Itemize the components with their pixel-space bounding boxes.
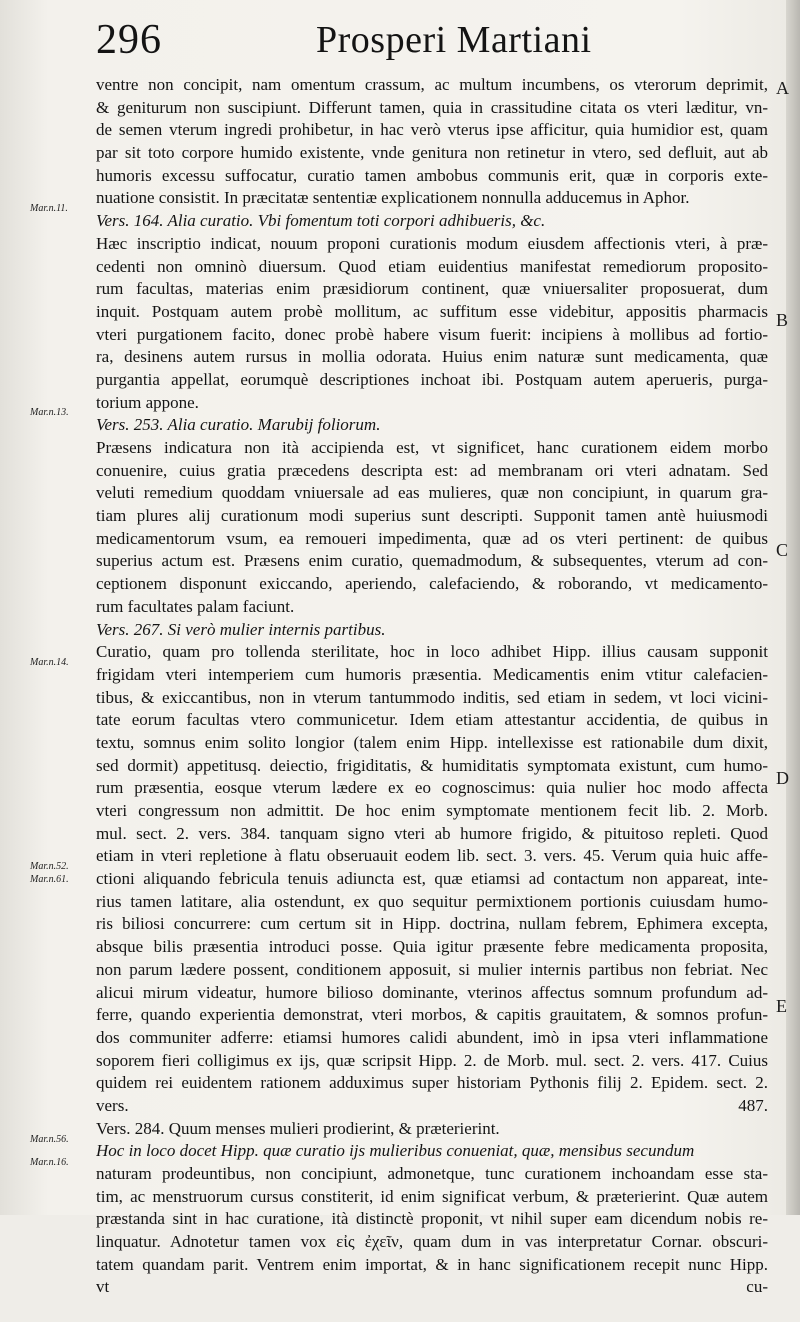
text-line: absque bilis præsentia introduci posse. Quia igitur præsente febre medicamenta proposita,: [96, 937, 768, 957]
margin-note: Mar.n.52.: [30, 861, 69, 872]
text-line: alicui mirum videatur, humore bilioso dominante, vterinos affectus somnum profundum ad-: [96, 982, 768, 1002]
text-line: medicamentorum vsum, ea remoueri impedimenta, quæ ad os vteri pertinent: de quibus: [96, 528, 768, 548]
text-line: nuatione consistit. In præcitatæ sententiæ explicationem nonnulla adducemus in Aphor.: [96, 188, 690, 208]
text-line: tatem quandam parit. Ventrem enim importat, & in hanc significationem recepit nunc Hipp.: [96, 1254, 768, 1274]
text-line: rius tamen latitare, alia ostendunt, ex quo sequitur permixtionem portionis cuiusdam humo-: [96, 891, 768, 911]
text-line: ceptionem disponunt exiccando, aperiendo, calefaciendo, & roborando, vt medicamento-: [96, 574, 768, 594]
text-line: veluti remedium quoddam vniuersale ad eas mulieres, quæ non concipiunt, in quarum gra-: [96, 483, 768, 503]
text-line: ra, desinens autem rursus in mollia odorata. Huius enim naturæ sunt medicamenta, quæ: [96, 347, 768, 367]
text-line: sed dormit) appetitusq. deiectio, frigiditatis, & humiditatis symptomata existunt, cum humo-: [96, 755, 768, 775]
lemma-heading: Vers. 164. Alia curatio. Vbi fomentum toti corpori adhibueris, &c.: [96, 211, 546, 231]
lemma-heading: Vers. 253. Alia curatio. Marubij foliorum.: [96, 415, 381, 435]
text-line: præstanda sint in hac curatione, ità distinctè proponit, vt nihil super eam dicendum nobis re-: [96, 1209, 768, 1229]
text-line: superius actum est. Præsens enim curatio, quemadmodum, & subsequentes, vterum ad con-: [96, 551, 768, 571]
lemma-heading: Vers. 267. Si verò mulier internis partibus.: [96, 619, 386, 639]
text-line: rum præsentia, eosque vterum lædere ex eo cognoscimus: quia nulier hoc modo affecta: [96, 778, 768, 798]
running-head: [96, 12, 766, 68]
text-line: tibus, & exiccantibus, non in vterum tantummodo inditis, sed etiam in sedem, vt loci vicini-: [96, 687, 768, 707]
margin-note: Mar.n.16.: [30, 1157, 69, 1168]
side-letter: A: [776, 78, 789, 98]
text-line: vteri purgationem facito, donec probè habere visum fuerit: incipiens à mollibus ad fortio-: [96, 324, 768, 344]
book-spine-shadow: [786, 0, 800, 1215]
catchword: [96, 1299, 768, 1322]
text-line: Hæc inscriptio indicat, nouum proponi curationis modum eiusdem affectionis vteri, à præ-: [96, 233, 768, 253]
text-line: vt cu-: [96, 1277, 768, 1297]
text-line: rum facultates palam faciunt.: [96, 596, 295, 616]
text-line: de semen vterum ingredi prohibetur, in hac verò vterus ipse afficitur, quia humidior est, quam: [96, 120, 768, 140]
text-line: torium appone.: [96, 392, 199, 412]
text-line: dos communiter adferre: etiamsi humores calidi abundent, imò in ipsa vteri inflammatione: [96, 1027, 768, 1047]
text-line: linquatur. Adnotetur tamen vox εἰς ἐχεῖν, quam dum in vas interpretatur Cornar. obscuri-: [96, 1232, 768, 1252]
margin-note: Mar.n.56.: [30, 1134, 69, 1145]
text-line: etiam in vteri repletione à flatu obseruauit eodem lib. sect. 3. vers. 45. Verum quia huic affe-: [96, 846, 768, 866]
page-number: 296: [96, 17, 162, 63]
text-line: cedenti non omninò diuersum. Quod etiam euidentius manifestat remediorum proposito-: [96, 256, 768, 276]
margin-note: Mar.n.61.: [30, 874, 69, 885]
text-line: ctioni aliquando febricula tenuis adiuncta est, quæ etiamsi ad contactum non appareat, inte-: [96, 869, 768, 889]
margin-note: Mar.n.13.: [30, 407, 69, 418]
text-line: quidem rei euidentem rationem adduximus super historiam Pythonis filij 2. Epidem. sect. 2.: [96, 1073, 768, 1093]
text-line: non parum lædere possent, conditionem apposuit, si mulier internis partibus non febriat. Nec: [96, 959, 768, 979]
text-line: purgantia appellat, eorumquè descriptiones inchoat ibi. Postquam autem aperueris, purga-: [96, 369, 768, 389]
text-line: par sit toto corpore humido existente, vnde genitura non retinetur in vtero, sed defluit, aut ab: [96, 143, 768, 163]
text-line: naturam prodeuntibus, non concipiunt, admonetque, tunc curationem inchoandam esse sta-: [96, 1164, 768, 1183]
text-line: conuenire, cuius gratia præcedens descripta est: ad membranam ori vteri adnatam. Sed: [96, 460, 768, 480]
text-line: vers. 487.: [96, 1095, 768, 1115]
text-line: & geniturum non suscipiunt. Differunt tamen, quia in crassitudine citata os vteri læditur, vn-: [96, 97, 768, 117]
text-line: tim, ac menstruorum cursus constiterit, id enim significat verbum, & præterierint. Quæ autem: [96, 1186, 768, 1206]
text-line: frigidam vteri intemperiem cum humoris præsentia. Medicamentis enim vtitur calefacien-: [96, 664, 768, 684]
text-line: vteri congressum non admittit. De hoc enim symptomate mentionem fecit lib. 2. Morb.: [96, 801, 768, 820]
text-line: Vers. 284. Quum menses mulieri prodierint, & præterierint.: [96, 1118, 500, 1138]
lemma-heading: Hoc in loco docet Hipp. quæ curatio ijs mulieribus conueniat, quæ, mensibus secundum: [96, 1141, 695, 1161]
text-line: inquit. Postquam autem probè mollitum, ac suffitum esse videbitur, appositis pharmacis: [96, 301, 768, 321]
side-letter: E: [776, 996, 787, 1016]
text-line: ris biliosi concurrere: cum certum sit in Hipp. doctrina, nullam febrem, Ephimera excepta,: [96, 914, 768, 934]
text-line: soporem fieri colligimus ex ijs, quæ scripsit Hipp. 2. de Morb. mul. sect. 2. vers. 417. Cuius: [96, 1050, 768, 1070]
body-text: [96, 74, 768, 1322]
text-line: ferre, quando experientia demonstrat, vteri morbos, & capitis grauitatem, & somnos profun-: [96, 1005, 768, 1025]
margin-note: Mar.n.14.: [30, 657, 69, 668]
margin-note: Mar.n.11.: [30, 203, 68, 214]
side-letter: C: [776, 540, 789, 560]
running-title: Prosperi Martiani: [316, 19, 592, 61]
text-line: Præsens indicatura non ità accipienda est, vt significet, hanc curationem eidem morbo: [96, 438, 768, 457]
text-line: rum facultas, materias enim præsidiorum continent, quæ vniuersaliter proposuerat, dum: [96, 279, 768, 299]
text-line: textu, somnus enim solito longior (talem enim Hipp. intellexisse est rationabile dum dixit,: [96, 732, 768, 752]
text-line: tiam plures alij curationum modi superius sunt descripti. Supponit tamen antè huiusmodi: [96, 506, 768, 526]
side-letter: B: [776, 310, 789, 330]
text-line: mul. sect. 2. vers. 384. tanquam signo vteri ab humore frigido, & pituitoso repleti. Quod: [96, 823, 768, 843]
text-line: humoris excessu suffocatur, curatio tamen ambobus communis erit, quæ in corporis exte-: [96, 165, 768, 185]
text-line: ventre non concipit, nam omentum crassum, ac multum incumbens, os vterorum deprimit,: [96, 75, 768, 94]
text-line: tate eorum facultas vtero communicetur. Idem etiam attestantur accidentia, de quibus in: [96, 710, 768, 730]
text-line: Curatio, quam pro tollenda sterilitate, hoc in loco adhibet Hipp. illius causam supponit: [96, 642, 768, 662]
side-letter: D: [776, 768, 789, 788]
